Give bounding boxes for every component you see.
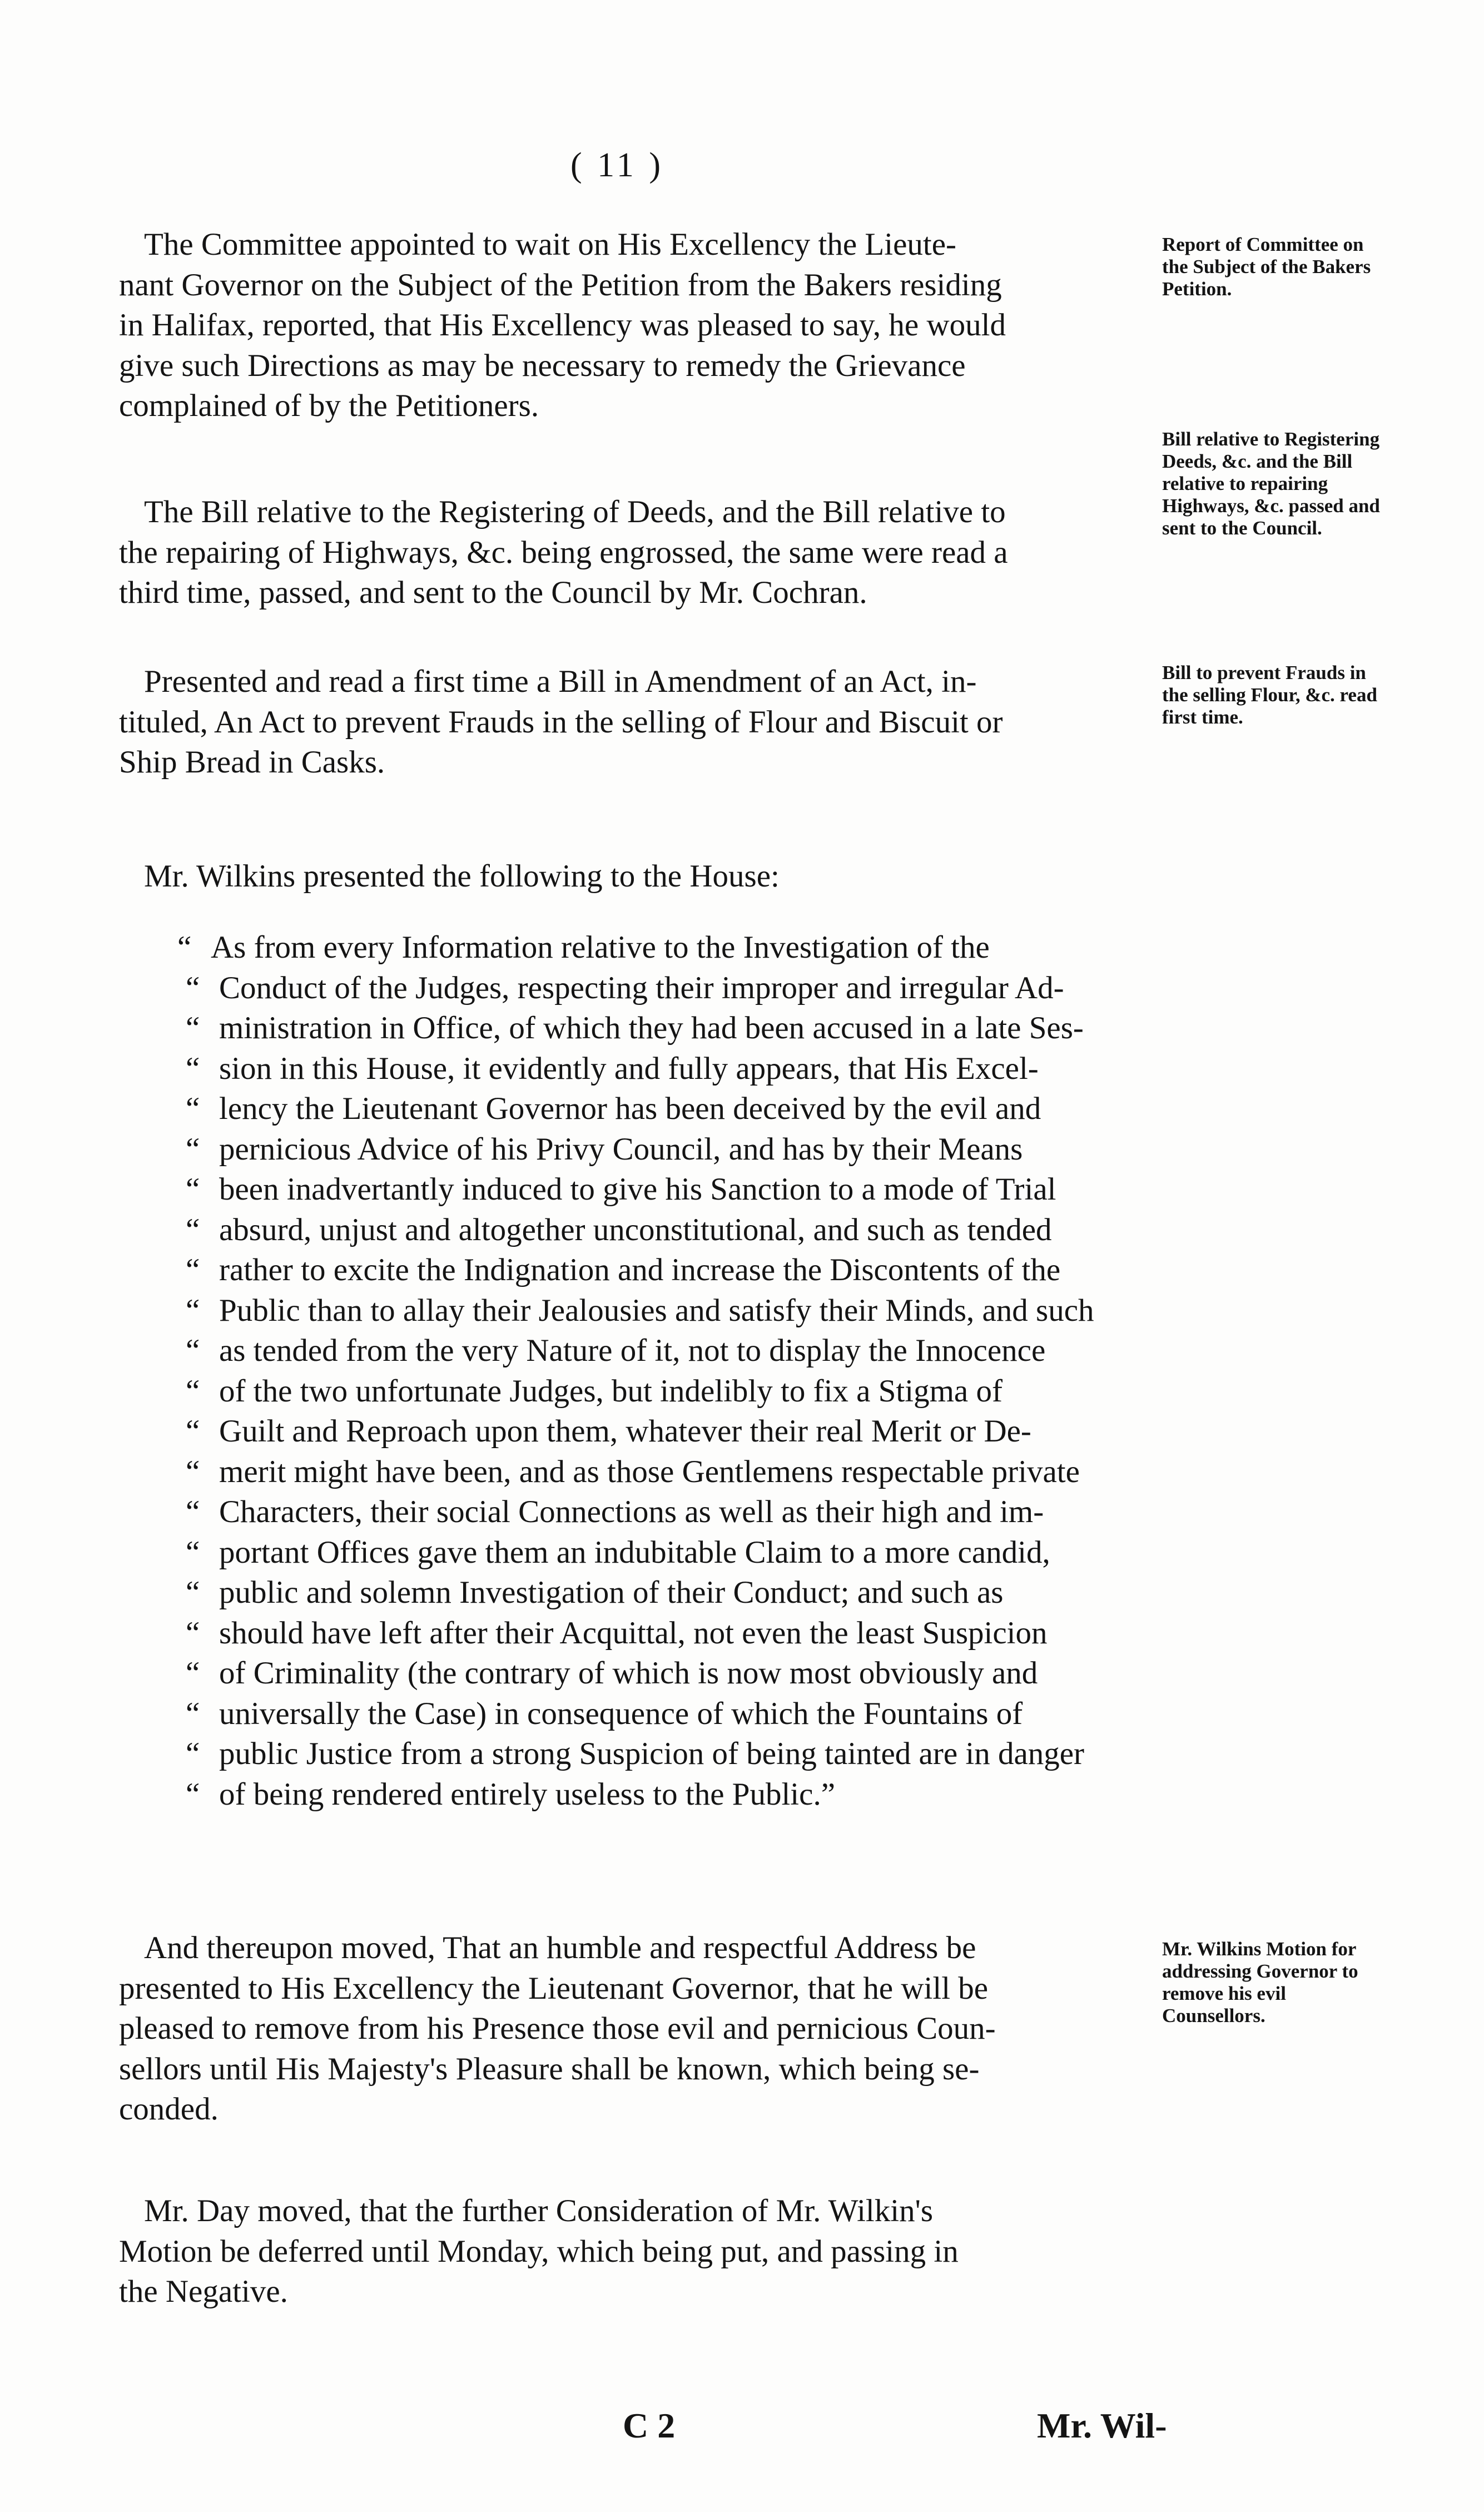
catchword: Mr. Wil- bbox=[1037, 2406, 1167, 2445]
margin-note-frauds-bill: Bill to prevent Frauds in the selling Flour, &c. read first time. bbox=[1162, 662, 1377, 728]
quote-line: “ public Justice from a strong Suspicion of being tainted are in danger bbox=[186, 1736, 1085, 1771]
quote-line: “ should have left after their Acquittal, not even the least Suspicion bbox=[186, 1615, 1048, 1651]
text-line: sellors until His Majesty's Pleasure shall be known, which being se- bbox=[119, 2051, 980, 2087]
paragraph-bills-engrossed bbox=[119, 492, 1142, 613]
paragraph-bill-presented bbox=[119, 662, 1142, 783]
quote-line: “ ministration in Office, of which they had been accused in a late Ses- bbox=[186, 1010, 1084, 1046]
text-line: pleased to remove from his Presence those evil and pernicious Coun- bbox=[119, 2011, 996, 2046]
text-line: presented to His Excellency the Lieutenant Governor, that he will be bbox=[119, 1970, 989, 2006]
text-line: And thereupon moved, That an humble and respectful Address be bbox=[144, 1930, 976, 1965]
quote-line: “ Conduct of the Judges, respecting their improper and irregular Ad- bbox=[186, 970, 1064, 1005]
text-line: Ship Bread in Casks. bbox=[119, 745, 385, 780]
text-line: Motion be deferred until Monday, which being put, and passing in bbox=[119, 2233, 959, 2269]
text-line: Mr. Wilkins presented the following to the House: bbox=[144, 859, 780, 894]
margin-note-report: Report of Committee on the Subject of the Bakers Petition. bbox=[1162, 234, 1371, 300]
text-line: complained of by the Petitioners. bbox=[119, 388, 539, 423]
quote-line: “ As from every Information relative to the Investigation of the bbox=[177, 930, 990, 965]
margin-note-bills: Bill relative to Registering Deeds, &c. and the Bill relative to repairing Highways, &c. passed and sent to the Council. bbox=[1162, 428, 1380, 539]
quote-line: “ merit might have been, and as those Gentlemens respectable private bbox=[186, 1454, 1080, 1489]
paragraph-motion bbox=[119, 1928, 1142, 2130]
text-line: tituled, An Act to prevent Frauds in the selling of Flour and Biscuit or bbox=[119, 704, 1003, 740]
text-line: the Negative. bbox=[119, 2274, 288, 2309]
paragraph-wilkins-presented bbox=[119, 856, 1142, 897]
text-line: The Committee appointed to wait on His Excellency the Lieute- bbox=[144, 227, 956, 262]
quote-line: “ sion in this House, it evidently and fully appears, that His Excel- bbox=[186, 1051, 1039, 1086]
quote-line: “ Public than to allay their Jealousies and satisfy their Minds, and such bbox=[186, 1292, 1094, 1328]
signature-mark: C 2 bbox=[623, 2406, 676, 2445]
quote-line: “ universally the Case) in consequence of which the Fountains of bbox=[186, 1696, 1023, 1731]
paragraph-day-motion bbox=[119, 2191, 1142, 2312]
paragraph-committee-report bbox=[119, 225, 1142, 427]
quote-line: “ of the two unfortunate Judges, but indelibly to fix a Stigma of bbox=[186, 1373, 1002, 1409]
quote-line: “ been inadvertantly induced to give his Sanction to a mode of Trial bbox=[186, 1172, 1056, 1207]
text-line: third time, passed, and sent to the Council by Mr. Cochran. bbox=[119, 575, 867, 610]
quoted-address bbox=[119, 928, 1142, 1815]
text-line: in Halifax, reported, that His Excellency was pleased to say, he would bbox=[119, 308, 1006, 343]
quote-line: “ absurd, unjust and altogether unconstitutional, and such as tended bbox=[186, 1212, 1052, 1247]
quote-line: “ of Criminality (the contrary of which is now most obviously and bbox=[186, 1656, 1038, 1691]
margin-note-wilkins-motion: Mr. Wilkins Motion for addressing Governor to remove his evil Counsellors. bbox=[1162, 1938, 1358, 2027]
text-line: Presented and read a first time a Bill in Amendment of an Act, in- bbox=[144, 664, 977, 699]
page-number: ( 11 ) bbox=[570, 146, 664, 184]
quote-line: “ public and solemn Investigation of their Conduct; and such as bbox=[186, 1575, 1004, 1610]
quote-line: “ pernicious Advice of his Privy Council, and has by their Means bbox=[186, 1131, 1023, 1167]
text-line: give such Directions as may be necessary to remedy the Grievance bbox=[119, 348, 966, 383]
text-line: nant Governor on the Subject of the Petition from the Bakers residing bbox=[119, 267, 1002, 303]
text-line: conded. bbox=[119, 2092, 219, 2127]
quote-line: “ portant Offices gave them an indubitable Claim to a more candid, bbox=[186, 1534, 1050, 1570]
quote-line: “ Guilt and Reproach upon them, whatever their real Merit or De- bbox=[186, 1414, 1031, 1449]
text-line: The Bill relative to the Registering of Deeds, and the Bill relative to bbox=[144, 494, 1006, 529]
text-line: the repairing of Highways, &c. being engrossed, the same were read a bbox=[119, 534, 1008, 570]
quote-line: “ rather to excite the Indignation and increase the Discontents of the bbox=[186, 1252, 1061, 1287]
quote-line: “ of being rendered entirely useless to the Public.” bbox=[186, 1776, 835, 1812]
text-line: Mr. Day moved, that the further Consideration of Mr. Wilkin's bbox=[144, 2193, 934, 2228]
quote-line: “ lency the Lieutenant Governor has been deceived by the evil and bbox=[186, 1091, 1041, 1126]
quote-line: “ as tended from the very Nature of it, not to display the Innocence bbox=[186, 1333, 1046, 1368]
quote-line: “ Characters, their social Connections as well as their high and im- bbox=[186, 1494, 1044, 1529]
